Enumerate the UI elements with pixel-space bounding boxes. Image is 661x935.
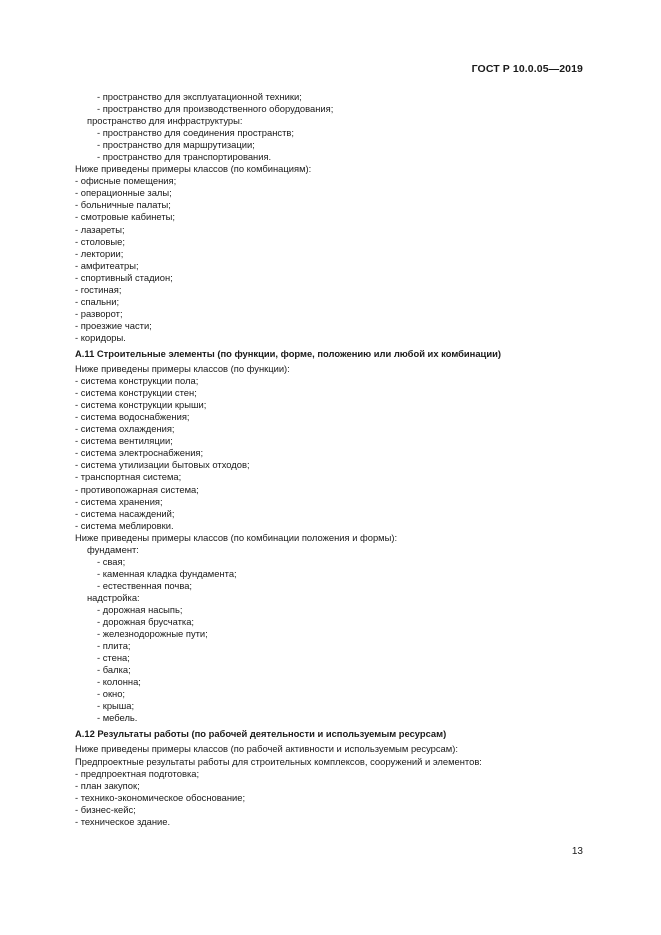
list-item: - система хранения; <box>75 495 163 507</box>
list-item: - гостиная; <box>75 283 122 295</box>
list-item: - план закупок; <box>75 779 140 791</box>
list-item: - система электроснабжения; <box>75 447 204 459</box>
list-item: - мебель. <box>97 712 138 724</box>
document-id-header: ГОСТ Р 10.0.05—2019 <box>471 63 583 75</box>
list-item: - пространство для производственного оборудования; <box>97 103 334 115</box>
list-item: - дорожная брусчатка; <box>97 616 195 628</box>
list-item: - система конструкции стен; <box>75 387 197 399</box>
section-heading-a12: А.12 Результаты работы (по рабочей деятельности и используемым ресурсам) <box>75 728 447 740</box>
list-item: - окно; <box>97 688 126 700</box>
list-item: - свая; <box>97 555 126 567</box>
list-item: - лектории; <box>75 247 124 259</box>
list-item: - технико-экономическое обоснование; <box>75 791 246 803</box>
list-item: - техническое здание. <box>75 815 171 827</box>
list-item: - пространство для соединения пространств; <box>97 127 294 139</box>
list-item: - бизнес-кейс; <box>75 803 136 815</box>
list-item: - система насаждений; <box>75 507 175 519</box>
list-item: - колонна; <box>97 676 141 688</box>
list-item: - железнодорожные пути; <box>97 628 208 640</box>
list-item: - столовые; <box>75 235 125 247</box>
list-item: - балка; <box>97 664 131 676</box>
list-item: - пространство для эксплуатационной техники; <box>97 91 302 102</box>
list-item: - противопожарная система; <box>75 483 199 495</box>
list-item: - стена; <box>97 652 130 664</box>
list-item: - естественная почва; <box>97 579 193 591</box>
list-item: - разворот; <box>75 307 123 319</box>
sublist-label: фундамент: <box>87 543 139 555</box>
paragraph: Ниже приведены примеры классов (по комбинациям): <box>75 163 312 175</box>
list-item: - пространство для транспортирования. <box>97 151 272 163</box>
list-item: - амфитеатры; <box>75 259 139 271</box>
list-item: - проезжие части; <box>75 319 152 331</box>
list-item: - коридоры. <box>75 331 126 343</box>
list-item: - предпроектная подготовка; <box>75 767 200 779</box>
paragraph: Ниже приведены примеры классов (по функции): <box>75 363 290 375</box>
list-item: - система утилизации бытовых отходов; <box>75 459 250 471</box>
list-item: - каменная кладка фундамента; <box>97 567 237 579</box>
list-item: - дорожная насыпь; <box>97 603 183 615</box>
list-item: - офисные помещения; <box>75 175 177 187</box>
list-item: - система конструкции крыши; <box>75 399 207 411</box>
section-heading-a11: А.11 Строительные элементы (по функции, форме, положению или любой их комбинации) <box>75 347 501 359</box>
paragraph: Ниже приведены примеры классов (по комбинации положения и формы): <box>75 531 398 543</box>
sublist-label: пространство для инфраструктуры: <box>87 115 243 127</box>
list-item: - система охлаждения; <box>75 423 175 435</box>
paragraph: Предпроектные результаты работы для строительных комплексов, сооружений и элементов: <box>75 755 482 767</box>
list-item: - спортивный стадион; <box>75 271 173 283</box>
paragraph: Ниже приведены примеры классов (по рабочей активности и используемым ресурсам): <box>75 743 458 755</box>
page-number: 13 <box>571 846 583 857</box>
list-item: - больничные палаты; <box>75 199 171 211</box>
list-item: - операционные залы; <box>75 187 172 199</box>
list-item: - плита; <box>97 640 131 652</box>
list-item: - система конструкции пола; <box>75 375 199 387</box>
list-item: - транспортная система; <box>75 471 182 483</box>
list-item: - пространство для маршрутизации; <box>97 139 255 151</box>
sublist-label: надстройка: <box>87 591 140 603</box>
page-content <box>75 91 595 828</box>
list-item: - система водоснабжения; <box>75 411 190 423</box>
list-item: - спальни; <box>75 295 120 307</box>
list-item: - система вентиляции; <box>75 435 173 447</box>
list-item: - смотровые кабинеты; <box>75 211 175 223</box>
list-item: - крыша; <box>97 700 135 712</box>
list-item: - лазареты; <box>75 223 125 235</box>
list-item: - система меблировки. <box>75 519 174 531</box>
